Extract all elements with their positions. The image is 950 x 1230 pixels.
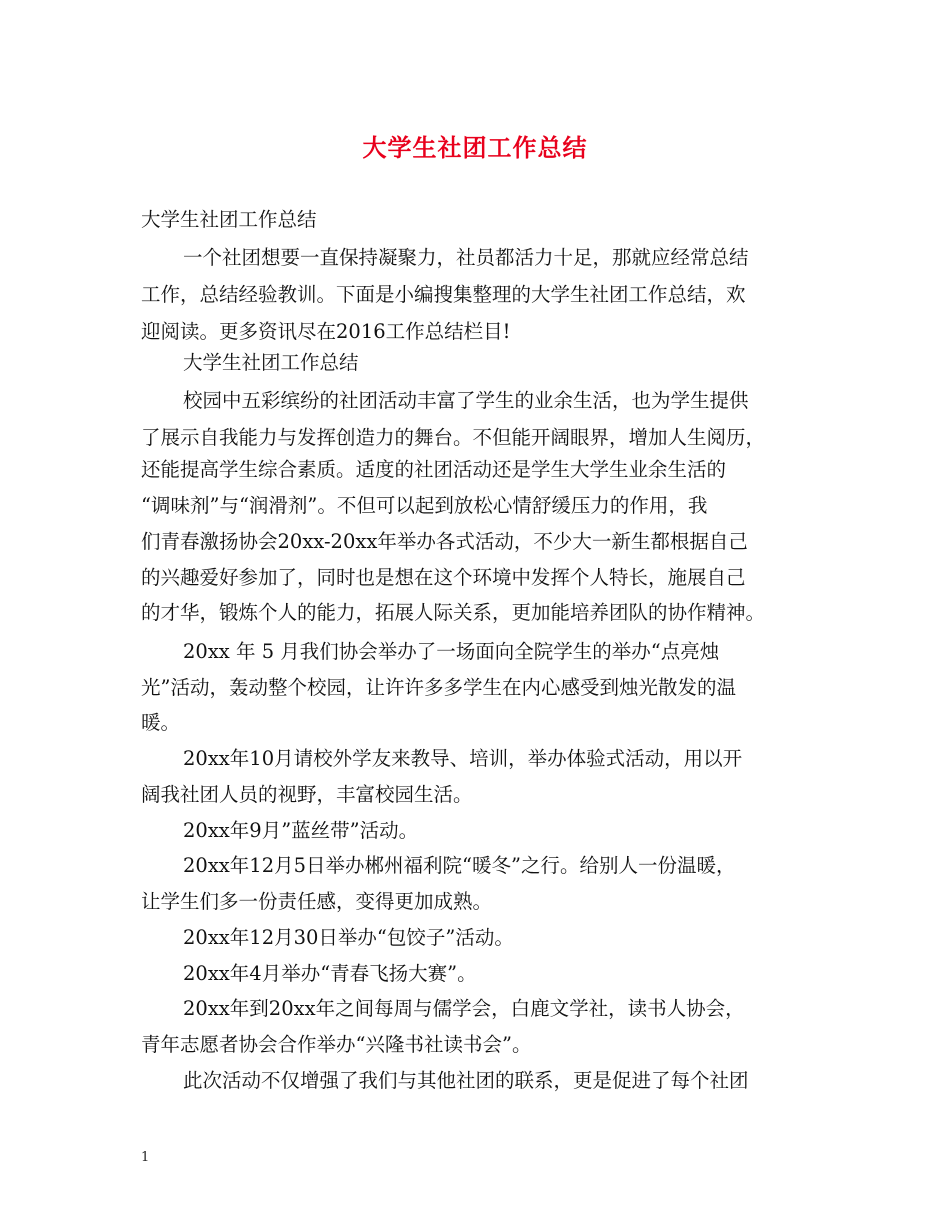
body-line: 们青春激扬协会20xx-20xx年举办各式活动，不少大一新生都根据自己: [141, 530, 748, 553]
body-line: 光”活动，轰动整个校园，让许许多多学生在内心感受到烛光散发的温: [141, 676, 736, 699]
body-line: 了展示自我能力与发挥创造力的舞台。不但能开阔眼界，增加人生阅历，: [141, 426, 766, 449]
body-line: 20xx年4月举办“青春飞扬大赛”。: [183, 962, 477, 985]
body-line: 的兴趣爱好参加了，同时也是想在这个环境中发挥个人特长，施展自己: [141, 566, 746, 589]
body-line: 的才华，锻炼个人的能力，拓展人际关系，更加能培养团队的协作精神。: [141, 601, 766, 624]
body-line: 20xx年10月请校外学友来教导、培训，举办体验式活动，用以开: [183, 747, 743, 770]
body-line: 还能提高学生综合素质。适度的社团活动还是学生大学生业余生活的: [141, 458, 727, 481]
body-line-subheading: 大学生社团工作总结: [183, 351, 359, 374]
body-line: 20xx 年 5 月我们协会举办了一场面向全院学生的举办“点亮烛: [183, 640, 720, 663]
body-line: 20xx年到20xx年之间每周与儒学会，白鹿文学社，读书人协会，: [183, 997, 745, 1020]
body-line: 阔我社团人员的视野，丰富校园生活。: [141, 783, 473, 806]
body-line: 迎阅读。更多资讯尽在2016工作总结栏目!: [141, 320, 511, 343]
body-line: “调味剂”与“润滑剂”。不但可以起到放松心情舒缓压力的作用，我: [141, 494, 708, 517]
body-line: 青年志愿者协会合作举办“兴隆书社读书会”。: [141, 1033, 532, 1056]
body-line: 此次活动不仅增强了我们与其他社团的联系，更是促进了每个社团: [183, 1069, 749, 1092]
body-line: 20xx年12月5日举办郴州福利院“暖冬”之行。给别人一份温暖，: [183, 854, 736, 877]
body-line: 一个社团想要一直保持凝聚力，社员都活力十足，那就应经常总结: [183, 246, 749, 269]
body-line: 20xx年9月”蓝丝带”活动。: [183, 819, 419, 842]
body-line: 工作，总结经验教训。下面是小编搜集整理的大学生社团工作总结，欢: [141, 283, 746, 306]
body-line: 让学生们多一份责任感，变得更加成熟。: [141, 890, 493, 913]
body-line-heading: 大学生社团工作总结: [141, 208, 317, 231]
body-line: 暖。: [141, 711, 181, 734]
body-line: 20xx年12月30日举办“包饺子”活动。: [183, 926, 514, 949]
page-number: 1: [141, 1150, 150, 1165]
body-line: 校园中五彩缤纷的社团活动丰富了学生的业余生活，也为学生提供: [183, 389, 749, 412]
document-title: 大学生社团工作总结: [362, 133, 588, 162]
